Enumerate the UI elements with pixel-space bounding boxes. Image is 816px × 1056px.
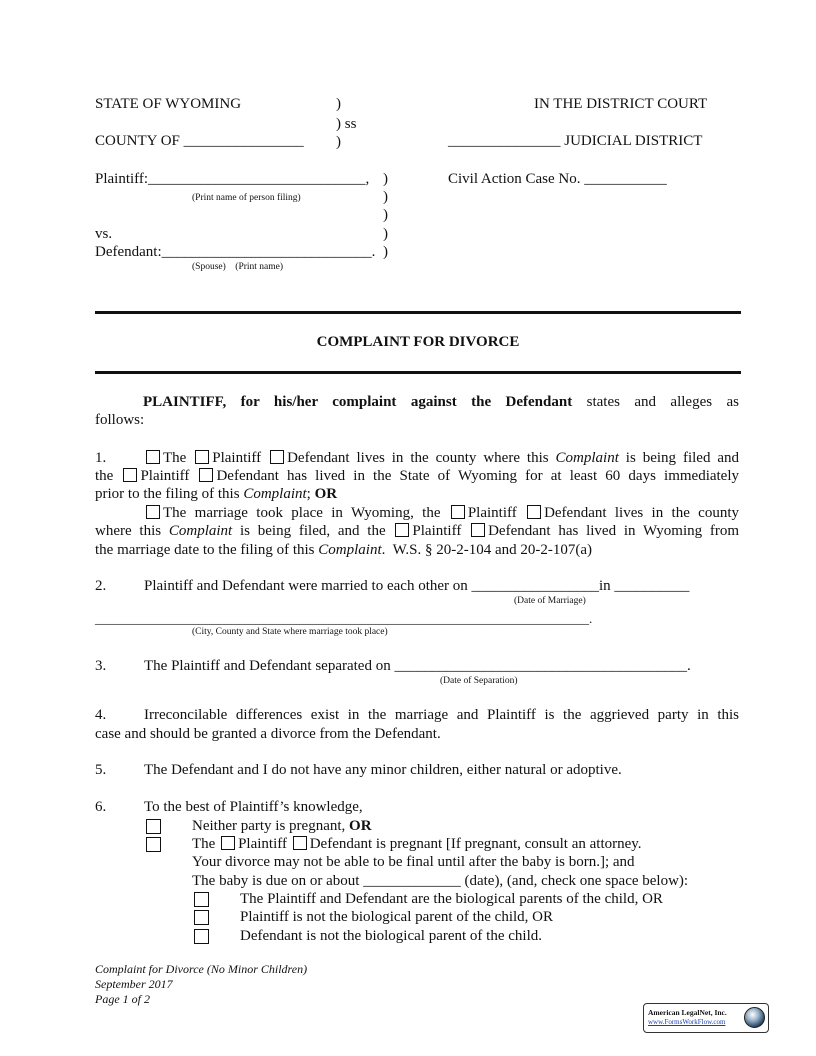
p1-b-defendant-checkbox[interactable] (527, 505, 541, 519)
logo-url-link[interactable]: www.FormsWorkFlow.com (648, 1018, 726, 1026)
p6-sub3: Defendant is not the biological parent of the child. (240, 928, 542, 944)
spouse-note: (Spouse) (Print name) (192, 262, 284, 272)
p2-place-note: (City, County and State where marriage took place) (192, 627, 388, 637)
p6-not-pregnant-checkbox[interactable] (146, 819, 161, 834)
p6-option2: The Plaintiff Defendant is pregnant [If pregnant, consult an attorney. (192, 836, 642, 852)
p1-line6: the marriage date to the filing of this Complaint. W.S. § 20-2-104 and 20-2-107(a) (95, 542, 592, 558)
p1-a2-defendant-checkbox[interactable] (199, 468, 213, 482)
caption-paren: ) (336, 96, 341, 112)
p3-note: (Date of Separation) (440, 676, 518, 686)
p6-sub2: Plaintiff is not the biological parent of the child, OR (240, 909, 554, 925)
p1-line3: prior to the filing of this Complaint; OR (95, 486, 338, 502)
p6-sub2-checkbox[interactable] (194, 910, 209, 925)
plaintiff-field[interactable]: Plaintiff:_____________________________, (95, 171, 370, 187)
p1-option-a-checkbox[interactable] (146, 450, 160, 464)
p5-text: The Defendant and I do not have any minor children, either natural or adoptive. (144, 762, 622, 778)
legalnet-logo[interactable] (643, 1003, 769, 1033)
caption-paren: ) (383, 189, 388, 205)
p4-line2: case and should be granted a divorce from the Defendant. (95, 726, 441, 742)
p6-due-date-field[interactable]: The baby is due on or about _____________ (date), (and, check one space below): (192, 873, 689, 889)
caption-ss: ) ss (336, 116, 357, 132)
p2-marriage-date-field[interactable]: Plaintiff and Defendant were married to each other on _________________in __________ (144, 578, 690, 594)
p1-b2-plaintiff-checkbox[interactable] (395, 523, 409, 537)
caption-paren: ) (383, 207, 388, 223)
p6-option1: Neither party is pregnant, OR (192, 818, 372, 834)
caption-paren: ) (336, 134, 341, 150)
p6-lead: To the best of Plaintiff’s knowledge, (144, 799, 363, 815)
p4-line1: Irreconcilable differences exist in the marriage and Plaintiff is the aggrieved party in this (144, 707, 739, 723)
p6-plaintiff-checkbox[interactable] (221, 836, 235, 850)
p6-sub3-checkbox[interactable] (194, 929, 209, 944)
p6-defendant-checkbox[interactable] (293, 836, 307, 850)
footer-form-name: Complaint for Divorce (No Minor Children) (95, 962, 308, 976)
p1-a-defendant-checkbox[interactable] (270, 450, 284, 464)
logo-company-name: American LegalNet, Inc. (648, 1008, 727, 1017)
document-title: COMPLAINT FOR DIVORCE (316, 334, 520, 350)
p1-line1: The Plaintiff Defendant lives in the county where this Complaint is being filed and (144, 449, 739, 467)
p4-number: 4. (95, 707, 107, 723)
p1-option-b-checkbox[interactable] (146, 505, 160, 519)
p2-date-note: (Date of Marriage) (514, 596, 586, 606)
p1-line4: The marriage took place in Wyoming, the Plaintiff Defendant lives in the county (144, 504, 739, 522)
p2-number: 2. (95, 578, 107, 594)
caption-paren: ) (383, 226, 388, 242)
p1-b-plaintiff-checkbox[interactable] (451, 505, 465, 519)
p1-line5: where this Complaint is being filed, and the Plaintiff Defendant has lived in Wyoming from (95, 523, 740, 539)
intro-line2: follows: (95, 412, 145, 428)
p1-line2: the Plaintiff Defendant has lived in the State of Wyoming for at least 60 days immediately (95, 468, 740, 484)
footer-page: Page 1 of 2 (95, 992, 150, 1006)
p5-number: 5. (95, 762, 107, 778)
p6-option2-line2: Your divorce may not be able to be final until after the baby is born.]; and (192, 854, 635, 870)
p3-number: 3. (95, 658, 107, 674)
vs-label: vs. (95, 226, 113, 242)
state-label: STATE OF WYOMING (95, 96, 242, 112)
p6-sub1-checkbox[interactable] (194, 892, 209, 907)
p1-number: 1. (95, 450, 107, 466)
globe-icon (744, 1007, 765, 1028)
caption-paren: ) (383, 171, 388, 187)
district-field[interactable]: _______________ JUDICIAL DISTRICT (448, 133, 703, 149)
title-rule-top (95, 311, 741, 314)
court-label: IN THE DISTRICT COURT (534, 96, 708, 112)
print-name-note: (Print name of person filing) (192, 193, 301, 203)
p6-pregnant-checkbox[interactable] (146, 837, 161, 852)
p1-a-plaintiff-checkbox[interactable] (195, 450, 209, 464)
defendant-field[interactable]: Defendant:____________________________. (95, 244, 376, 260)
caption-paren: ) (383, 244, 388, 260)
intro-line1: PLAINTIFF, for his/her complaint against the Defendant states and alleges as (143, 394, 739, 410)
p1-b2-defendant-checkbox[interactable] (471, 523, 485, 537)
footer-date: September 2017 (95, 977, 173, 991)
p1-a2-plaintiff-checkbox[interactable] (123, 468, 137, 482)
p3-separation-date-field[interactable]: The Plaintiff and Defendant separated on _______________________________________. (144, 658, 691, 674)
p2-marriage-place-field[interactable]: ____________________________________________________________________________. (95, 611, 593, 626)
title-rule-bottom (95, 371, 741, 374)
p6-number: 6. (95, 799, 107, 815)
p6-sub1: The Plaintiff and Defendant are the biological parents of the child, OR (240, 891, 663, 907)
county-field[interactable]: COUNTY OF ________________ (95, 133, 304, 149)
case-number-field[interactable]: Civil Action Case No. ___________ (448, 171, 667, 187)
